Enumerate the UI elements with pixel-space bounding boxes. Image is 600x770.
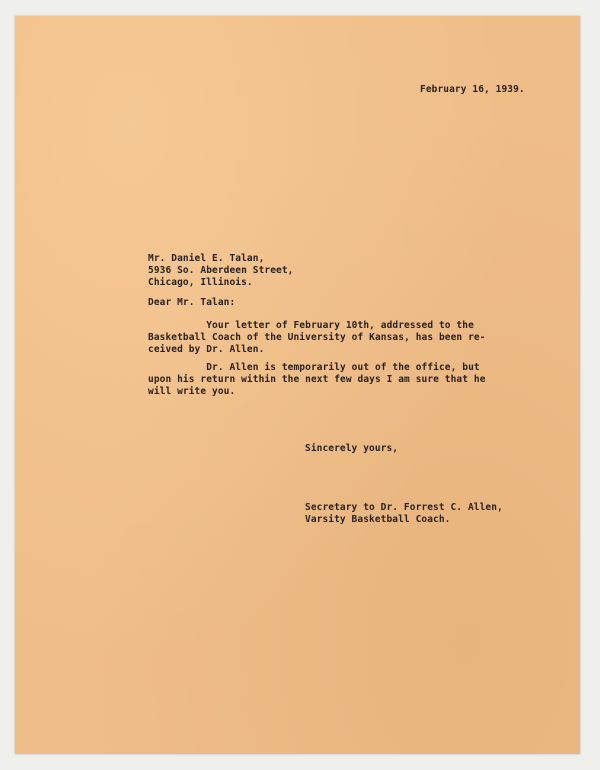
signature-line-2: Varsity Basketball Coach. [305,514,451,525]
signature-line-1: Secretary to Dr. Forrest C. Allen, [305,502,503,513]
paragraph-1-line: ceived by Dr. Allen. [148,344,265,355]
letter-page [15,16,580,754]
salutation: Dear Mr. Talan: [148,297,236,308]
paragraph-1 [148,320,486,356]
signature-block [305,502,503,526]
paragraph-2 [148,362,486,398]
paragraph-1-line: Basketball Coach of the University of Kansas, has been re- [148,332,486,343]
recipient-street: 5936 So. Aberdeen Street, [148,265,294,276]
recipient-name: Mr. Daniel E. Talan, [148,253,265,264]
recipient-address [148,253,294,289]
closing: Sincerely yours, [305,443,399,454]
recipient-city: Chicago, Illinois. [148,277,253,288]
paragraph-2-line: upon his return within the next few days I am sure that he [148,374,486,385]
paragraph-2-line: will write you. [148,386,236,397]
paragraph-1-line: Your letter of February 10th, addressed to the [148,320,474,331]
letter-date: February 16, 1939. [420,84,525,95]
paragraph-2-line: Dr. Allen is temporarily out of the office, but [148,362,480,373]
